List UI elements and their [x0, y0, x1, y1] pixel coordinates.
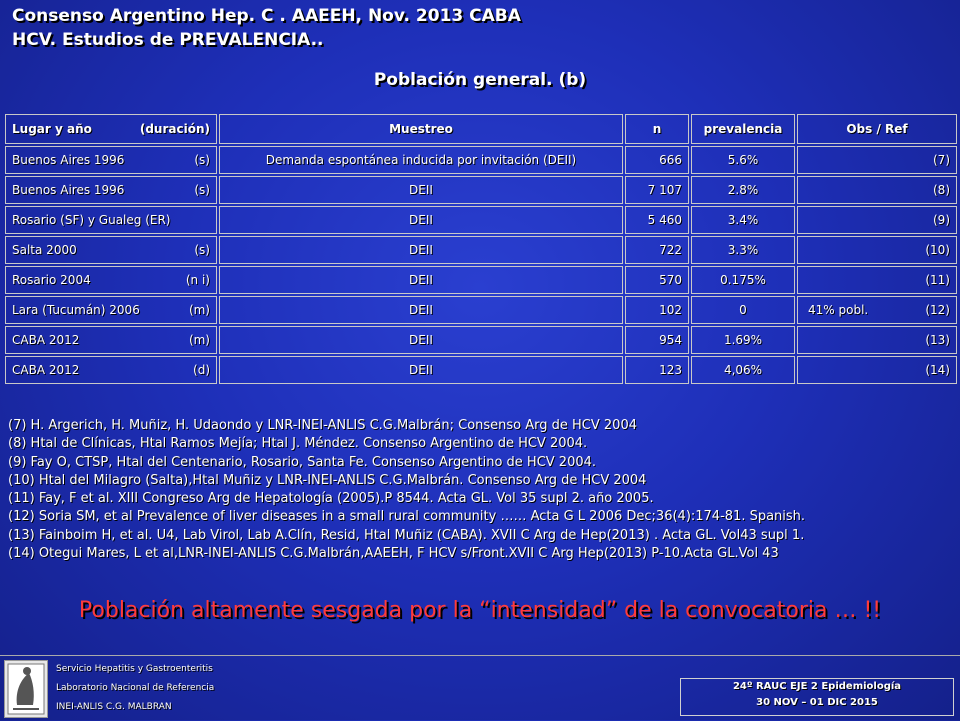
cell-muestreo: DEII: [219, 296, 623, 324]
references-list: [8, 417, 953, 563]
table-row: [5, 206, 957, 234]
table-row: [5, 236, 957, 264]
header-obs-ref: Obs / Ref: [797, 114, 957, 144]
table-row: [5, 176, 957, 204]
footer-line1: Servicio Hepatitis y Gastroenteritis: [56, 664, 213, 674]
cell-muestreo: DEII: [219, 176, 623, 204]
cell-n: 666: [625, 146, 689, 174]
header-n: n: [625, 114, 689, 144]
cell-prevalencia: 0.175%: [691, 266, 795, 294]
cell-obs-ref: 41% pobl. (12): [797, 296, 957, 324]
cell-prevalencia: 2.8%: [691, 176, 795, 204]
cell-lugar: Rosario (SF) y Gualeg (ER): [5, 206, 217, 234]
slide-subtitle: Población general. (b): [373, 70, 587, 90]
cell-prevalencia: 1.69%: [691, 326, 795, 354]
table-row: [5, 326, 957, 354]
cell-prevalencia: 3.4%: [691, 206, 795, 234]
footer-line2: Laboratorio Nacional de Referencia: [56, 683, 215, 693]
cell-lugar: CABA 2012 (d): [5, 356, 217, 384]
cell-obs-ref: (13): [797, 326, 957, 354]
footer-line3: INEI-ANLIS C.G. MALBRAN: [56, 702, 172, 712]
header-muestreo: Muestreo: [219, 114, 623, 144]
slide-header: [12, 4, 521, 52]
cell-obs-ref: (8): [797, 176, 957, 204]
cell-n: 5 460: [625, 206, 689, 234]
cell-obs-ref: (9): [797, 206, 957, 234]
cell-n: 123: [625, 356, 689, 384]
cell-prevalencia: 0: [691, 296, 795, 324]
cell-n: 7 107: [625, 176, 689, 204]
slide-title-line2: HCV. Estudios de PREVALENCIA..: [12, 30, 324, 50]
cell-muestreo: DEII: [219, 236, 623, 264]
cell-lugar: Salta 2000 (s): [5, 236, 217, 264]
cell-muestreo: DEII: [219, 266, 623, 294]
footer-event-line1: 24º RAUC EJE 2 Epidemiología: [732, 681, 902, 692]
reference-item: (14) Otegui Mares, L et al,LNR-INEI-ANLIS C.G.Malbrán,AAEEH, F HCV s/Front.XVII C Arg Hep(2013) P-10.Acta GL.Vol 43: [8, 546, 779, 562]
reference-item: (13) Fainboim H, et al. U4, Lab Virol, Lab A.Clín, Resid, Htal Muñiz (CABA). XVII C Arg de Hep(2013) . Acta GL. Vol43 supl 1.: [8, 527, 805, 543]
table-row: [5, 296, 957, 324]
table-row: [5, 146, 957, 174]
reference-item: (12) Soria SM, et al Prevalence of liver diseases in a small rural community …… Acta G L 2006 Dec;36(4):174-81. Spanish.: [8, 509, 806, 525]
reference-item: (11) Fay, F et al. XIII Congreso Arg de Hepatología (2005).P 8544. Acta GL. Vol 35 supl 2. año 2005.: [8, 491, 654, 507]
cell-obs-ref: (10): [797, 236, 957, 264]
footer-event-box: [680, 678, 954, 716]
cell-n: 954: [625, 326, 689, 354]
cell-prevalencia: 5.6%: [691, 146, 795, 174]
footer-event-line2: 30 NOV – 01 DIC 2015: [756, 697, 878, 708]
slide-title-line1: Consenso Argentino Hep. C . AAEEH, Nov. 2013 CABA: [12, 6, 521, 26]
reference-item: (7) H. Argerich, H. Muñiz, H. Udaondo y LNR-INEI-ANLIS C.G.Malbrán; Consenso Arg de HCV 2004: [8, 418, 637, 433]
cell-obs-ref: (7): [797, 146, 957, 174]
prevalence-table: [3, 112, 957, 386]
reference-item: (8) Htal de Clínicas, Htal Ramos Mejía; Htal J. Méndez. Consenso Argentino de HCV 2004.: [8, 436, 588, 452]
table-row: [5, 356, 957, 384]
header-lugar: Lugar y año (duración): [5, 114, 217, 144]
cell-lugar: Buenos Aires 1996 (s): [5, 176, 217, 204]
footer-divider: [0, 655, 960, 656]
cell-lugar: Rosario 2004 (n i): [5, 266, 217, 294]
reference-item: (10) Htal del Milagro (Salta),Htal Muñiz y LNR-INEI-ANLIS C.G.Malbrán. Consenso Arg de HCV 2004: [8, 472, 647, 488]
cell-n: 102: [625, 296, 689, 324]
cell-obs-ref: (11): [797, 266, 957, 294]
cell-prevalencia: 3.3%: [691, 236, 795, 264]
cell-lugar: CABA 2012 (m): [5, 326, 217, 354]
cell-muestreo: DEII: [219, 326, 623, 354]
cell-n: 570: [625, 266, 689, 294]
cell-muestreo: Demanda espontánea inducida por invitación (DEII): [219, 146, 623, 174]
cell-obs-ref: (14): [797, 356, 957, 384]
cell-muestreo: DEII: [219, 206, 623, 234]
cell-n: 722: [625, 236, 689, 264]
conclusion-text: Población altamente sesgada por la “intensidad” de la convocatoria … !!: [78, 598, 882, 623]
footer-institution: [56, 660, 214, 717]
cell-prevalencia: 4,06%: [691, 356, 795, 384]
cell-lugar: Lara (Tucumán) 2006 (m): [5, 296, 217, 324]
table-header-row: [5, 114, 957, 144]
table-row: [5, 266, 957, 294]
reference-item: (9) Fay O, CTSP, Htal del Centenario, Rosario, Santa Fe. Consenso Argentino de HCV 2004.: [8, 454, 597, 470]
header-prevalencia: prevalencia: [691, 114, 795, 144]
cell-lugar: Buenos Aires 1996 (s): [5, 146, 217, 174]
institution-logo-icon: [4, 660, 48, 718]
cell-muestreo: DEII: [219, 356, 623, 384]
